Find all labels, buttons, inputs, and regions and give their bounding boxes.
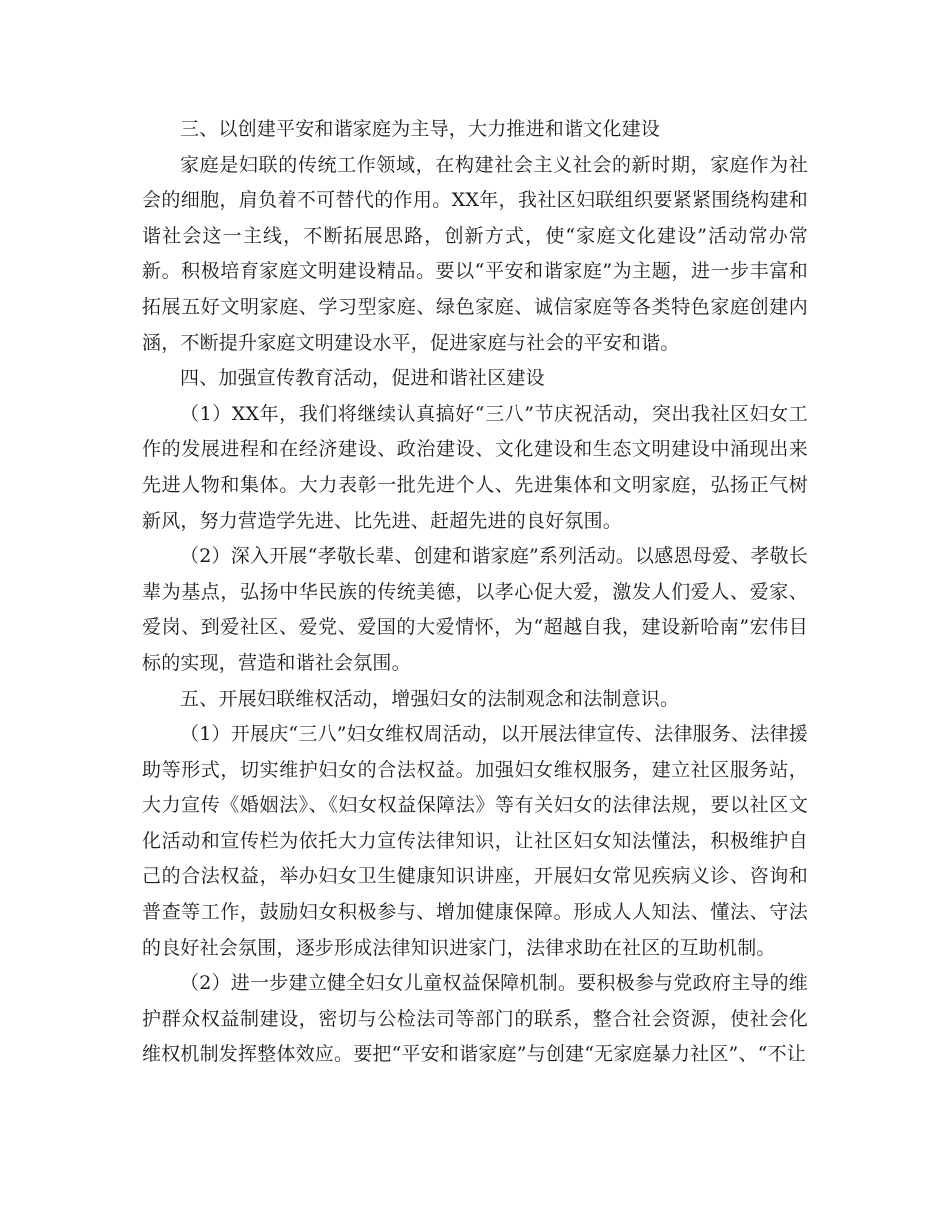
paragraph-rights-week: （1）开展庆“三八”妇女维权周活动，以开展法律宣传、法律服务、法律援助等形式，切实维护妇女的合法权益。加强妇女维权服务，建立社区服务站，大力宣传《婚姻法》、《妇女权益保障法》等有关妇女的法律法规，要以社区文化活动和宣传栏为依托大力宣传法律知识，让社区妇女知法懂法，积极维护自己的合法权益，举办妇女卫生健康知识讲座，开展妇女常见疾病义诊、咨询和普查等工作，鼓励妇女积极参与、增加健康保障。形成人人知法、懂法、守法的良好社会氛围，逐步形成法律知识进家门，法律求助在社区的互助机制。 [142,723,808,959]
section-heading-three: 三、以创建平安和谐家庭为主导，大力推进和谐文化建设 [180,118,661,140]
paragraph-filial-piety-activity: （2）深入开展“孝敬长辈、创建和谐家庭”系列活动。以感恩母爱、孝敬长辈为基点，弘扬中华民族的传统美德，以孝心促大爱，激发人们爱人、爱家、爱岗、到爱社区、爱党、爱国的大爱情怀，为“超越自我，建设新哈南”宏伟目标的实现，营造和谐社会氛围。 [142,545,808,674]
paragraph-rights-mechanism: （2）进一步建立健全妇女儿童权益保障机制。要积极参与党政府主导的维护群众权益制建设，密切与公检法司等部门的联系，整合社会资源，使社会化维权机制发挥整体效应。要把“平安和谐家庭”与创建“无家庭暴力社区”、“不让 [142,972,808,1066]
section-heading-five: 五、开展妇联维权活动，增强妇女的法制观念和法制意识。 [180,687,680,710]
document-body [142,112,808,1073]
section-heading-four: 四、加强宣传教育活动，促进和谐社区建设 [180,367,545,390]
paragraph-womens-day-celebration: （1）XX年，我们将继续认真搞好“三八”节庆祝活动，突出我社区妇女工作的发展进程和在经济建设、政治建设、文化建设和生态文明建设中涌现出来先进人物和集体。大力表彰一批先进个人、先进集体和文明家庭，弘扬正气树新风，努力营造学先进、比先进、赶超先进的良好氛围。 [142,402,808,532]
paragraph-family-culture: 家庭是妇联的传统工作领域，在构建社会主义社会的新时期，家庭作为社会的细胞，肩负着不可替代的作用。XX年，我社区妇联组织要紧紧围绕构建和谐社会这一主线，不断拓展思路，创新方式，使“家庭文化建设”活动常办常新。积极培育家庭文明建设精品。要以“平安和谐家庭”为主题，进一步丰富和拓展五好文明家庭、学习型家庭、绿色家庭、诚信家庭等各类特色家庭创建内涵，不断提升家庭文明建设水平，促进家庭与社会的平安和谐。 [142,153,808,354]
